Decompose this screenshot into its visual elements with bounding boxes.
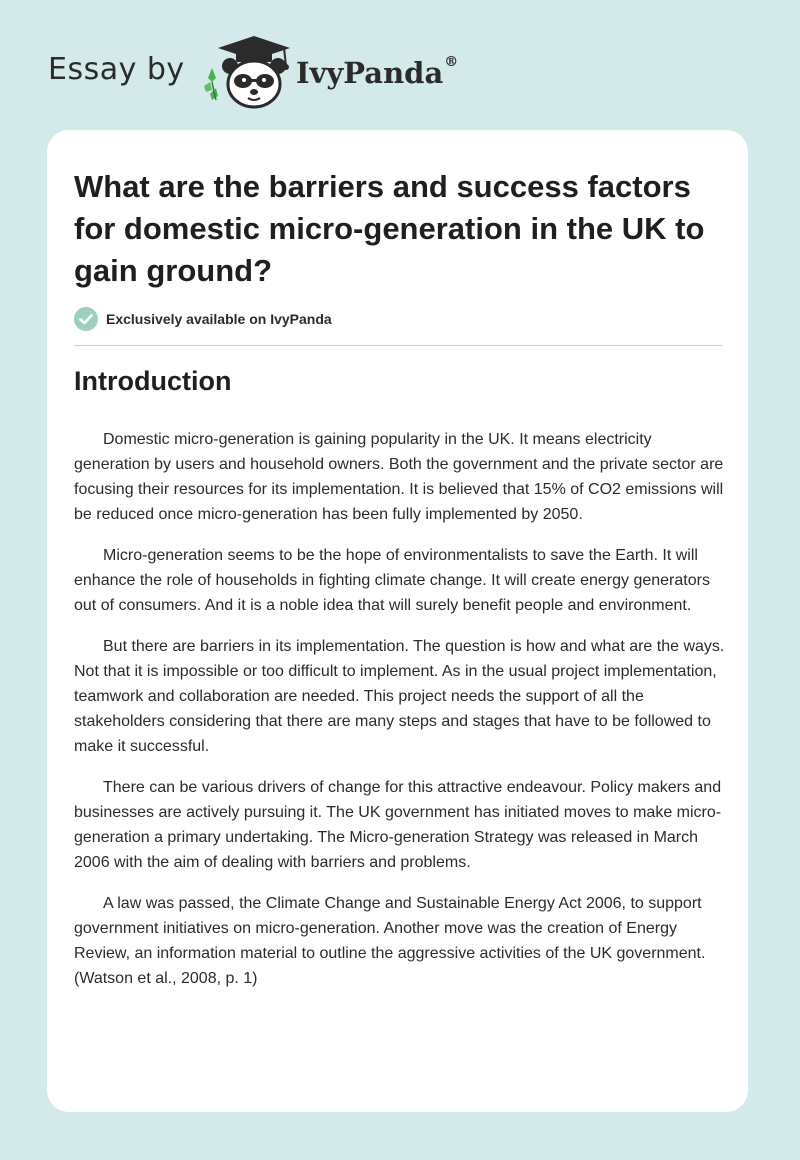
brand-name[interactable] — [296, 56, 458, 90]
paragraph: There can be various drivers of change for this attractive endeavour. Policy makers and businesses are actively pursuing it. The UK government has initiated moves to make micro-generation a primary undertaking. The Micro-generation Strategy was released in March 2006 with the aim of dealing with barriers and problems. — [74, 779, 722, 871]
paragraph: Micro-generation seems to be the hope of environmentalists to save the Earth. It will enhance the role of households in fighting climate change. It will create energy generators out of consumers. And it is a noble idea that will surely benefit people and environment. — [74, 547, 710, 614]
essay-card — [47, 130, 748, 1112]
section-heading: Introduction — [74, 366, 232, 396]
essay-by-label: Essay by — [48, 52, 185, 87]
registered-mark: ® — [444, 54, 459, 70]
essay-body — [74, 427, 726, 1007]
title-divider — [74, 345, 722, 346]
panda-graduate-icon — [200, 34, 296, 110]
site-header — [48, 34, 488, 114]
paragraph: A law was passed, the Climate Change and Sustainable Energy Act 2006, to support government initiatives on micro-generation. Another move was the creation of Energy Review, an information material to outline the aggressive activities of the UK government. (Watson et al., 2008, p. 1) — [74, 895, 706, 987]
essay-title: What are the barriers and success factors for domestic micro-generation in the UK to gain ground? — [74, 169, 705, 288]
brand-label: IvyPanda — [296, 56, 444, 90]
exclusive-badge — [74, 306, 332, 332]
exclusive-badge-label: Exclusively available on IvyPanda — [106, 311, 332, 327]
check-circle-icon — [74, 307, 98, 331]
paragraph: Domestic micro-generation is gaining popularity in the UK. It means electricity generation by users and household owners. Both the government and the private sector are focusing their resources for its implementation. It is believed that 15% of CO2 emissions will be reduced once micro-generation has been fully implemented by 2050. — [74, 431, 724, 523]
paragraph: But there are barriers in its implementation. The question is how and what are the ways. Not that it is impossible or too difficult to implement. As in the usual project implementation, teamwork and collaboration are needed. This project needs the support of all the stakeholders considering that there are many steps and stages that have to be followed to make it successful. — [74, 638, 725, 755]
